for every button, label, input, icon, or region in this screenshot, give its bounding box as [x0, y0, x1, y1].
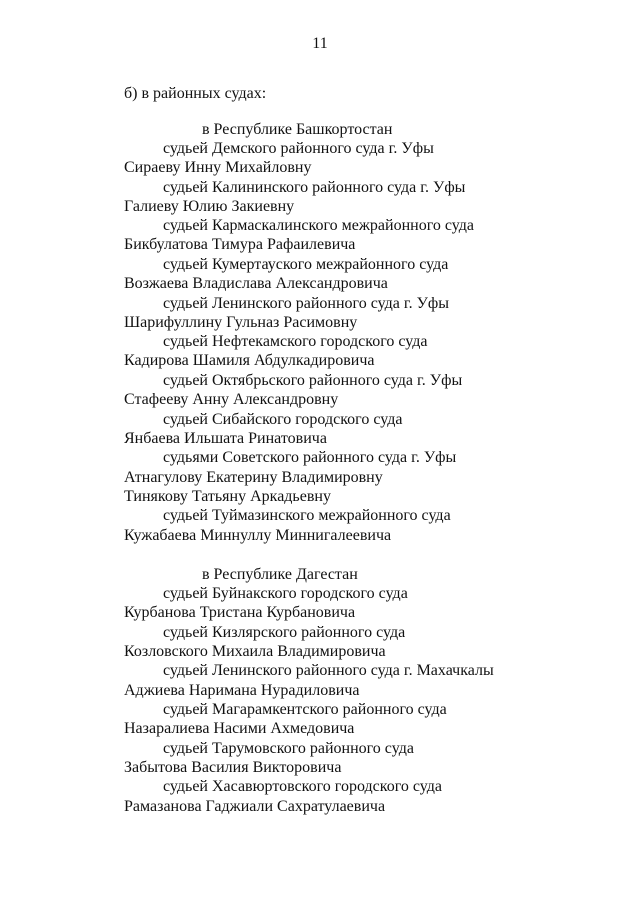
judge-name: Сираеву Инну Михайловну — [124, 159, 312, 176]
court-line: судьей Кармаскалинского межрайонного суда — [163, 217, 474, 234]
court-line: судьей Калининского районного суда г. Уфы — [163, 179, 466, 196]
judge-name: Стафееву Анну Александровну — [124, 391, 339, 408]
section-heading: б) в районных судах: — [124, 85, 267, 102]
court-line: судьей Туймазинского межрайонного суда — [163, 507, 451, 524]
court-line: судьей Хасавюртовского городского суда — [163, 778, 442, 795]
judge-name: Бикбулатова Тимура Рафаилевича — [124, 236, 356, 253]
page-number: 11 — [312, 35, 328, 52]
judge-name: Кадирова Шамиля Абдулкадировича — [124, 352, 375, 369]
judge-name: Рамазанова Гаджиали Сахратулаевича — [124, 798, 386, 815]
judge-name: Шарифуллину Гульназ Расимовну — [124, 314, 358, 331]
region-title-bashkortostan: в Республике Башкортостан — [202, 121, 393, 138]
court-line: судьей Ленинского районного суда г. Уфы — [163, 295, 450, 312]
court-line: судьей Кизлярского районного суда — [163, 624, 406, 641]
judge-name: Назаралиева Насими Ахмедовича — [124, 720, 355, 737]
court-line: судьей Ленинского районного суда г. Махачкалы — [163, 662, 494, 679]
court-line: судьей Магарамкентского районного суда — [163, 701, 447, 718]
judge-name: Галиеву Юлию Закиевну — [124, 198, 295, 215]
judge-name: Кужабаева Миннуллу Миннигалеевича — [124, 527, 392, 544]
court-line: судьей Октябрьского районного суда г. Уфы — [163, 372, 463, 389]
judge-name: Возжаева Владислава Александровича — [124, 275, 388, 292]
judge-name: Янбаева Ильшата Ринатовича — [124, 430, 327, 447]
court-line: судьей Буйнакского городского суда — [163, 585, 408, 602]
judge-name: Аджиева Наримана Нурадиловича — [124, 682, 360, 699]
court-line: судьей Сибайского городского суда — [163, 411, 403, 428]
court-line: судьей Кумертауского межрайонного суда — [163, 256, 449, 273]
judge-name: Козловского Михаила Владимировича — [124, 643, 386, 660]
region-title-dagestan: в Республике Дагестан — [202, 566, 358, 583]
judge-name: Курбанова Тристана Курбановича — [124, 604, 356, 621]
judge-name: Атнагулову Екатерину Владимировну — [124, 469, 383, 486]
judge-name: Тинякову Татьяну Аркадьевну — [124, 488, 331, 505]
court-line: судьей Нефтекамского городского суда — [163, 333, 428, 350]
court-line: судьями Советского районного суда г. Уфы — [163, 449, 457, 466]
court-line: судьей Тарумовского районного суда — [163, 740, 414, 757]
judge-name: Забытова Василия Викторовича — [124, 759, 342, 776]
court-line: судьей Демского районного суда г. Уфы — [163, 140, 434, 157]
